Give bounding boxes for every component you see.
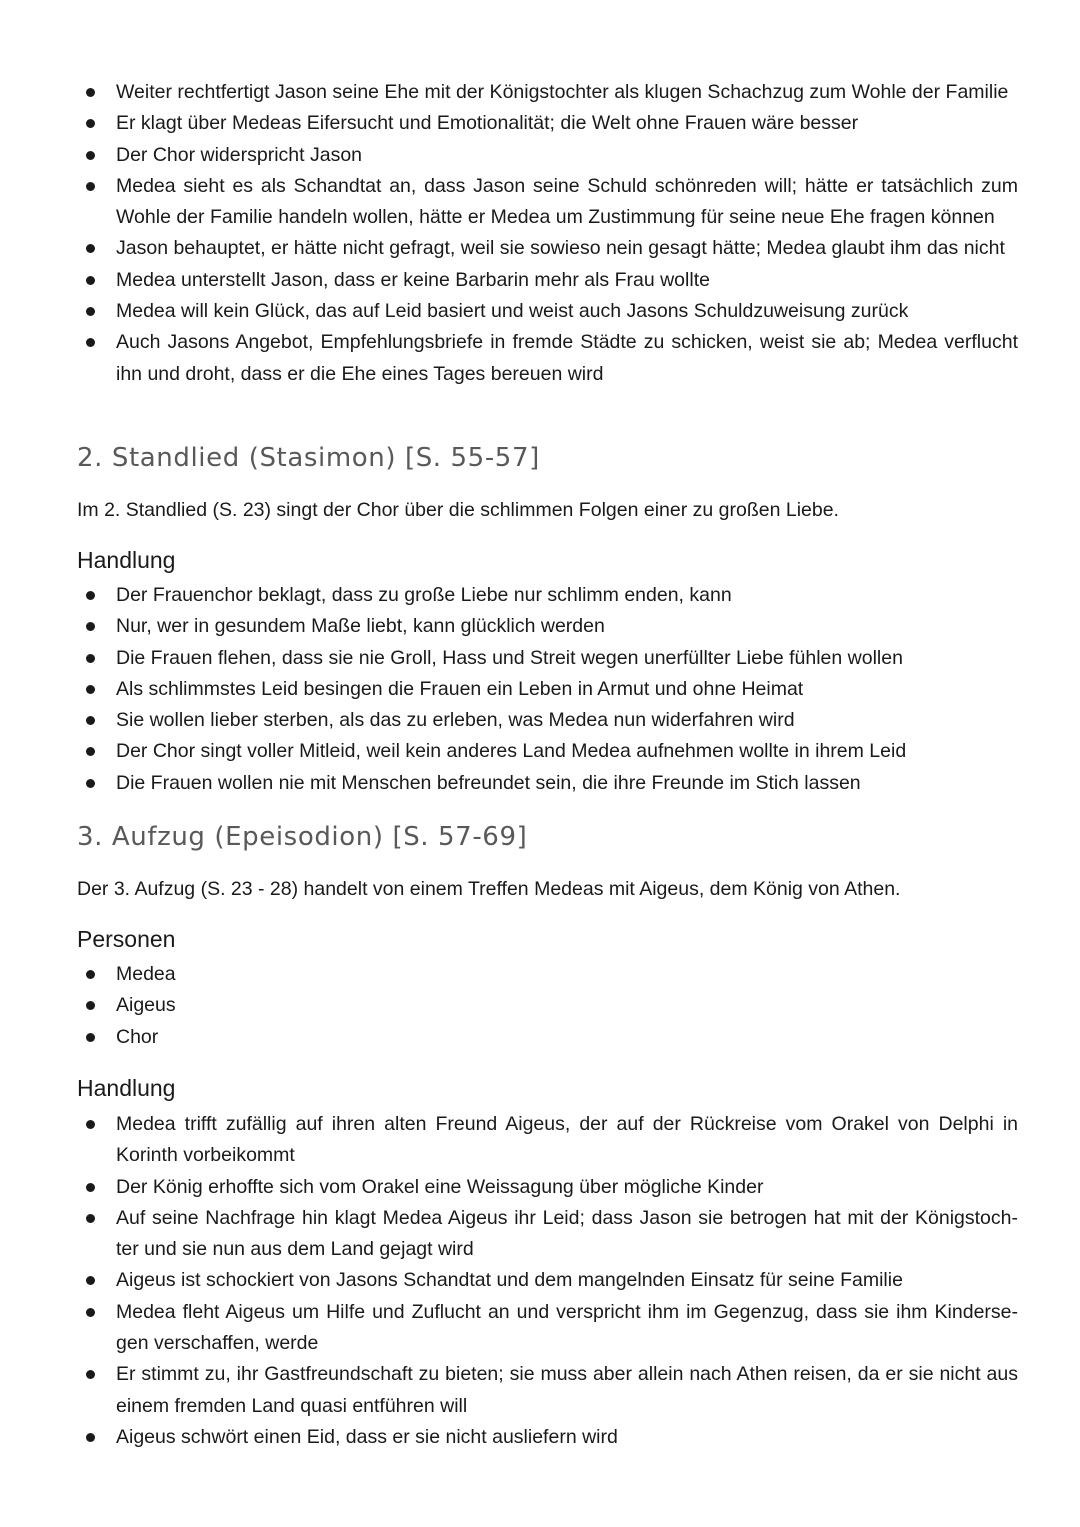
list-item-text: Aigeus schwört einen Eid, dass er sie nicht ausliefern wird — [116, 1425, 618, 1448]
list-item-text: Der Chor widerspricht Jason — [116, 143, 363, 166]
list-item — [0, 1265, 1080, 1296]
bullet-list-aufzug-handlung — [0, 1109, 1080, 1453]
list-item-text: Medea will kein Glück, das auf Leid basiert und weist auch Jasons Schuldzuweisung zurück — [116, 300, 909, 323]
list-item-text: Aigeus ist schockiert von Jasons Schandtat und dem mangelnden Einsatz für seine Familie — [116, 1269, 903, 1292]
list-item-text: Als schlimmstes Leid besingen die Frauen ein Leben in Armut und ohne Heimat — [116, 677, 804, 700]
list-item — [0, 611, 1080, 642]
list-item — [0, 736, 1080, 767]
list-item — [0, 1172, 1080, 1203]
list-item — [0, 140, 1080, 171]
bullet-icon — [86, 1183, 95, 1192]
list-item — [0, 990, 1080, 1021]
list-item — [0, 265, 1080, 296]
bullet-icon — [86, 970, 95, 979]
bullet-icon — [86, 654, 95, 663]
bullet-icon — [86, 1001, 95, 1010]
list-item-text: Medea — [116, 963, 176, 985]
bullet-list-standlied-handlung — [0, 580, 1080, 799]
list-item — [0, 1297, 1080, 1360]
bullet-icon — [86, 276, 95, 285]
section-intro-aufzug: Der 3. Aufzug (S. 23 - 28) handelt von einem Treffen Medeas mit Aigeus, dem König von Athen. — [77, 878, 901, 900]
bullet-icon — [86, 622, 95, 631]
list-item — [0, 959, 1080, 990]
list-item-text: Nur, wer in gesundem Maße liebt, kann glücklich werden — [116, 615, 605, 638]
section-intro-standlied: Im 2. Standlied (S. 23) singt der Chor über die schlimmen Folgen einer zu großen Liebe. — [77, 499, 839, 521]
list-item-text: Medea unterstellt Jason, dass er keine Barbarin mehr als Frau wollte — [116, 268, 710, 291]
subheading-handlung-standlied: Handlung — [77, 547, 176, 573]
list-item — [0, 768, 1080, 799]
bullet-icon — [86, 1033, 95, 1042]
list-item — [0, 580, 1080, 611]
list-item — [0, 674, 1080, 705]
bullet-icon — [86, 591, 95, 600]
list-item — [0, 108, 1080, 139]
bullet-icon — [86, 1370, 95, 1379]
section-title-standlied: 2. Standlied (Stasimon) [S. 55-57] — [77, 443, 540, 473]
bullet-list-top — [0, 77, 1080, 390]
bullet-icon — [86, 1276, 95, 1285]
list-item — [0, 233, 1080, 264]
list-item-text: Die Frauen wollen nie mit Menschen befreundet sein, die ihre Freunde im Stich lassen — [116, 771, 861, 794]
list-item-text: Medea fleht Aigeus um Hilfe und Zuflucht an und verspricht ihm im Gegenzug, dass sie ihm Kinderse-gen verschaffen, werde — [116, 1300, 1018, 1355]
list-item-text: Der Chor singt voller Mitleid, weil kein anderes Land Medea aufnehmen wollte in ihrem Leid — [116, 740, 907, 763]
list-item-text: Chor — [116, 1025, 159, 1048]
bullet-icon — [86, 747, 95, 756]
list-item-text: Weiter rechtfertigt Jason seine Ehe mit der Königstochter als klugen Schachzug zum Wohle der Familie — [116, 81, 1009, 103]
bullet-icon — [86, 244, 95, 253]
subheading-handlung-aufzug: Handlung — [77, 1075, 176, 1101]
list-item-text: Medea trifft zufällig auf ihren alten Freund Aigeus, der auf der Rückreise vom Orakel von Delphi in Korinth vorbeikommt — [116, 1113, 1018, 1167]
list-item-text: Auf seine Nachfrage hin klagt Medea Aigeus ihr Leid; dass Jason sie betrogen hat mit der Königstoch-ter und sie nun aus dem Land gejagt wird — [116, 1206, 1018, 1261]
list-item — [0, 705, 1080, 736]
list-item — [0, 1109, 1080, 1172]
list-item — [0, 77, 1080, 108]
bullet-icon — [86, 1308, 95, 1317]
bullet-list-personen — [0, 959, 1080, 1053]
list-item-text: Auch Jasons Angebot, Empfehlungsbriefe in fremde Städte zu schicken, weist sie ab; Medea verflucht ihn und droht, dass er die Ehe eines Tages bereuen wird — [116, 331, 1018, 385]
list-item-text: Jason behauptet, er hätte nicht gefragt, weil sie sowieso nein gesagt hätte; Medea glaubt ihm das nicht — [116, 237, 1005, 260]
list-item — [0, 296, 1080, 327]
bullet-icon — [86, 151, 95, 160]
bullet-icon — [86, 182, 95, 191]
section-title-aufzug: 3. Aufzug (Epeisodion) [S. 57-69] — [77, 822, 528, 852]
bullet-icon — [86, 716, 95, 725]
bullet-icon — [86, 88, 95, 97]
list-item-text: Der König erhoffte sich vom Orakel eine Weissagung über mögliche Kinder — [116, 1175, 764, 1198]
list-item-text: Sie wollen lieber sterben, als das zu erleben, was Medea nun widerfahren wird — [116, 709, 795, 732]
list-item — [0, 1422, 1080, 1453]
bullet-icon — [86, 1214, 95, 1223]
bullet-icon — [86, 338, 95, 347]
list-item — [0, 171, 1080, 234]
bullet-icon — [86, 119, 95, 128]
list-item-text: Die Frauen flehen, dass sie nie Groll, Hass und Streit wegen unerfüllter Liebe fühlen wollen — [116, 646, 903, 669]
list-item-text: Der Frauenchor beklagt, dass zu große Liebe nur schlimm enden, kann — [116, 584, 732, 606]
bullet-icon — [86, 685, 95, 694]
bullet-icon — [86, 1120, 95, 1129]
list-item-text: Medea sieht es als Schandtat an, dass Jason seine Schuld schönreden will; hätte er tatsächlich zum Wohle der Familie handeln wollen, hätte er Medea um Zustimmung für seine neue Ehe fragen können — [116, 174, 1018, 229]
bullet-icon — [86, 1433, 95, 1442]
list-item-text: Er stimmt zu, ihr Gastfreundschaft zu bieten; sie muss aber allein nach Athen reisen, da er sie nicht aus einem fremden Land quasi entführen will — [116, 1363, 1018, 1417]
subheading-personen: Personen — [77, 926, 176, 952]
bullet-icon — [86, 307, 95, 316]
list-item — [0, 643, 1080, 674]
list-item-text: Er klagt über Medeas Eifersucht und Emotionalität; die Welt ohne Frauen wäre besser — [116, 112, 859, 135]
bullet-icon — [86, 779, 95, 788]
list-item — [0, 1203, 1080, 1266]
list-item — [0, 1359, 1080, 1422]
list-item — [0, 1022, 1080, 1053]
list-item-text: Aigeus — [116, 994, 176, 1017]
list-item — [0, 327, 1080, 390]
